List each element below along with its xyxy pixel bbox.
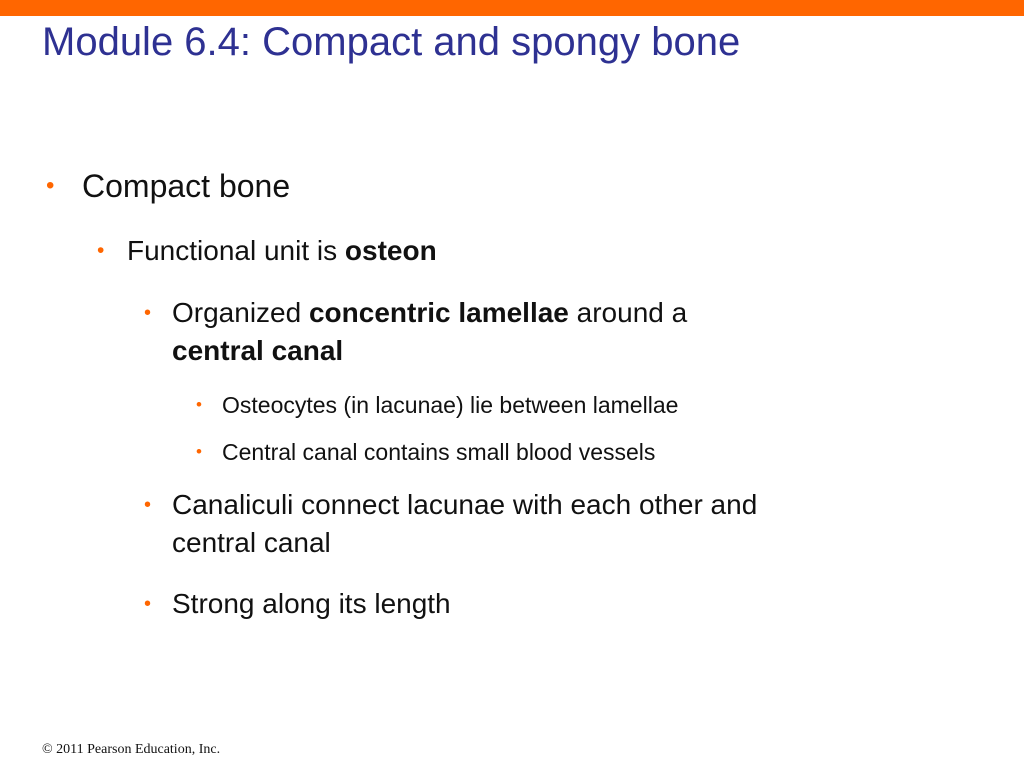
bullet-text-bold: osteon: [344, 235, 437, 266]
bullet-text-bold: concentric lamellae: [308, 297, 569, 328]
bullet-text: [127, 233, 437, 269]
bullet-text: Central canal contains small blood vessels: [222, 439, 656, 465]
bullet-canaliculi: [144, 486, 932, 562]
bullet-icon: •: [196, 442, 202, 461]
bullet-icon: •: [144, 593, 152, 615]
bullet-strong: [144, 585, 932, 623]
bullet-central-canal: [196, 437, 656, 467]
bullet-osteocytes: [196, 390, 679, 420]
slide-title: Module 6.4: Compact and spongy bone: [42, 20, 741, 64]
bullet-text-normal: Organized: [172, 297, 309, 328]
bullet-icon: •: [196, 395, 202, 414]
bullet-text-normal: around a: [568, 297, 688, 328]
bullet-text-normal: Functional unit is: [127, 235, 345, 266]
bullet-organized: [144, 294, 932, 370]
bullet-icon: •: [97, 239, 105, 262]
bullet-icon: •: [46, 172, 55, 199]
bullet-text: [172, 486, 932, 562]
bullet-text-line2: central canal: [172, 527, 331, 558]
bullet-text: Osteocytes (in lacunae) lie between lamellae: [222, 392, 679, 418]
bullet-icon: •: [144, 302, 152, 324]
bullet-functional-unit: [97, 233, 437, 269]
bullet-text: Strong along its length: [172, 588, 451, 619]
bullet-text-line1: Canaliculi connect lacunae with each other and: [172, 489, 758, 520]
bullet-compact-bone: [46, 166, 291, 206]
copyright-footer: © 2011 Pearson Education, Inc.: [42, 742, 221, 757]
bullet-text-bold: central canal: [172, 335, 344, 366]
bullet-icon: •: [144, 494, 152, 516]
bullet-text: [172, 294, 932, 370]
bullet-text: Compact bone: [82, 168, 291, 204]
